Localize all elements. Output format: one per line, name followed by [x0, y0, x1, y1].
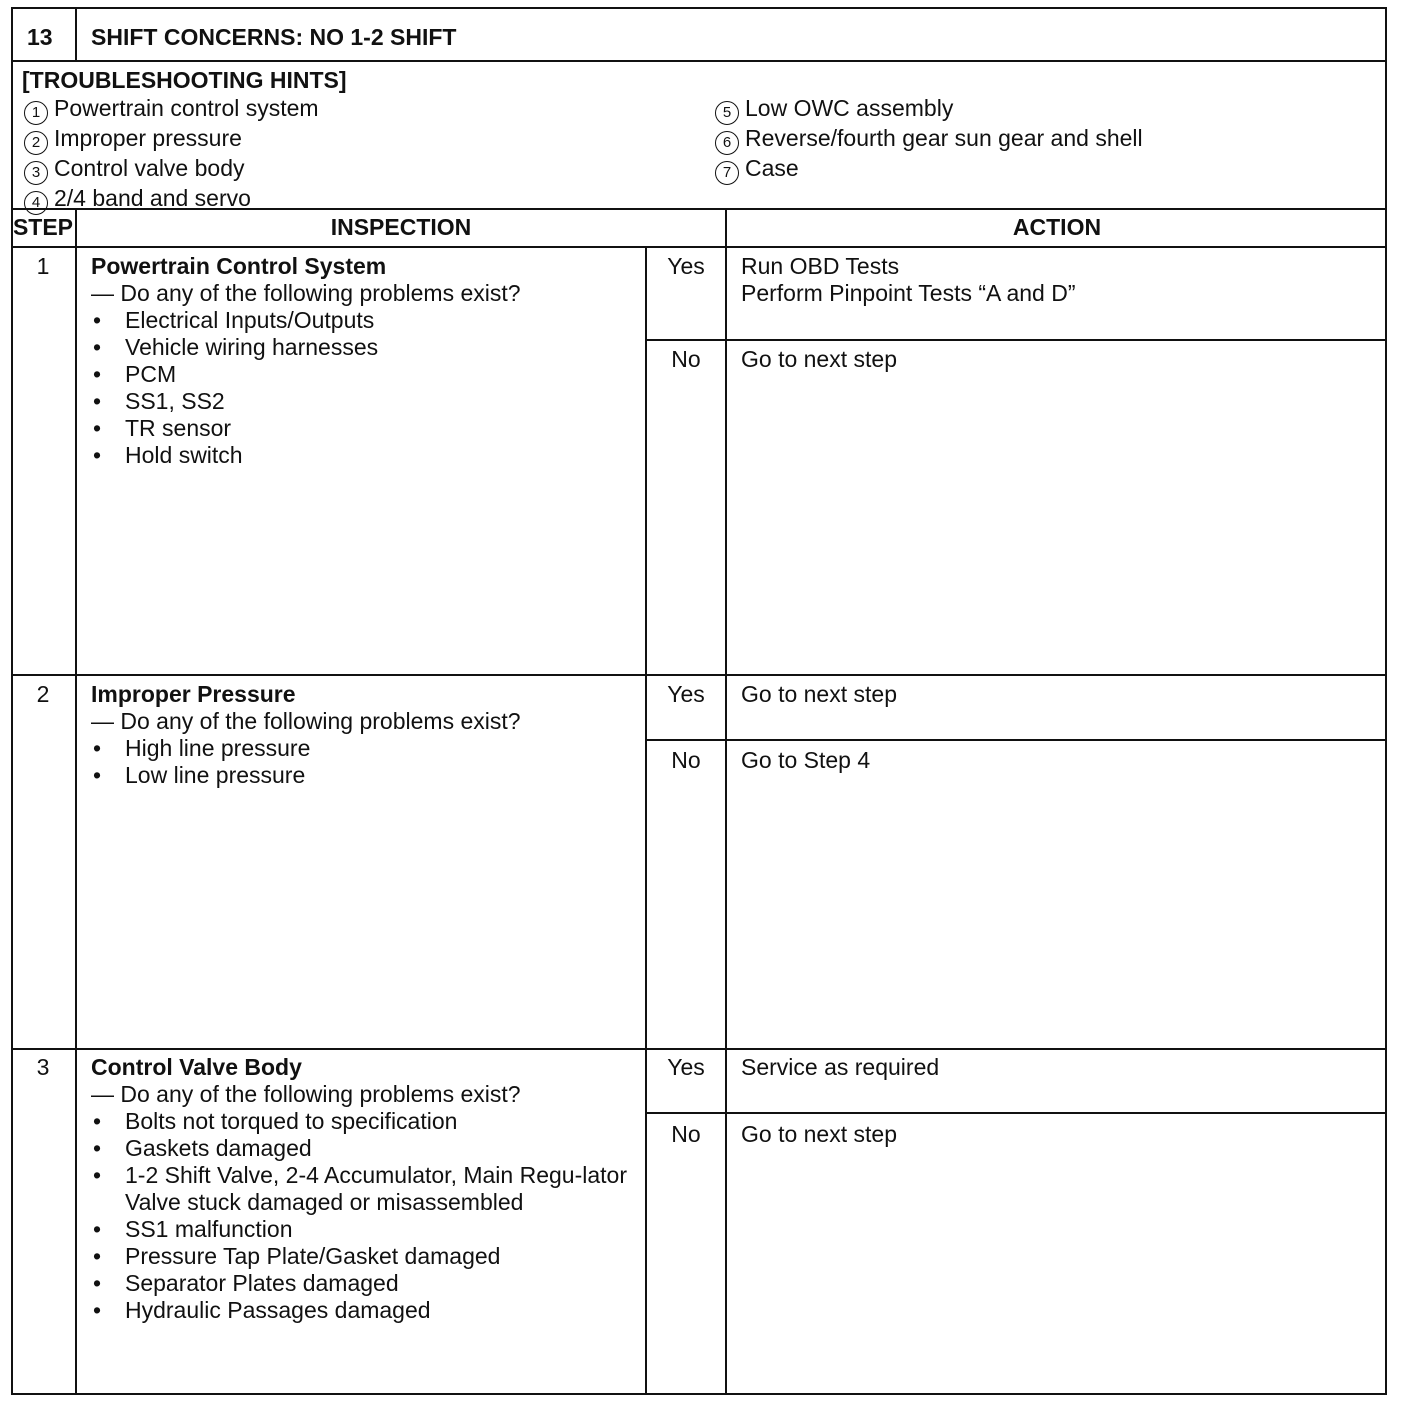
rule-colhead-bottom — [11, 246, 1387, 248]
circled-number: 3 — [24, 161, 48, 185]
yes-action-line: Perform Pinpoint Tests “A and D” — [741, 280, 1076, 306]
no-label: No — [671, 747, 701, 773]
rule-action-col — [725, 209, 727, 1395]
step-problem-list — [91, 735, 310, 789]
list-item: • TR sensor — [91, 415, 378, 442]
yes-label: Yes — [667, 1054, 705, 1080]
yes-label: Yes — [667, 681, 705, 707]
step-title: Powertrain Control System — [91, 253, 387, 279]
hint-item: 7 Case — [715, 155, 1143, 185]
column-header-inspection: INSPECTION — [330, 214, 472, 240]
list-item: • Gaskets damaged — [91, 1135, 635, 1162]
rule-number-col — [75, 7, 77, 61]
list-item: • PCM — [91, 361, 378, 388]
yes-label: Yes — [667, 253, 705, 279]
no-action-line: Go to next step — [741, 346, 897, 372]
rule-header-bottom — [11, 60, 1387, 62]
column-header-step: STEP — [12, 214, 74, 240]
hint-item: 3 Control valve body — [24, 155, 319, 185]
circled-number: 5 — [715, 101, 739, 125]
column-header-action: ACTION — [1012, 214, 1102, 240]
list-item: • Separator Plates damaged — [91, 1270, 635, 1297]
list-item: • Low line pressure — [91, 762, 310, 789]
rule-step-col — [75, 209, 77, 1395]
yes-action-line: Run OBD Tests — [741, 253, 900, 279]
list-item: • Pressure Tap Plate/Gasket damaged — [91, 1243, 635, 1270]
list-item: • Electrical Inputs/Outputs — [91, 307, 378, 334]
rule-yesno-col — [645, 247, 647, 1395]
section-number: 13 — [27, 24, 53, 50]
hint-item: 2 Improper pressure — [24, 125, 319, 155]
step-number: 2 — [36, 681, 50, 707]
hints-right-list — [715, 95, 1143, 185]
hint-item: 1 Powertrain control system — [24, 95, 319, 125]
hint-item: 6 Reverse/fourth gear sun gear and shell — [715, 125, 1143, 155]
list-item: • Hold switch — [91, 442, 378, 469]
list-item: • SS1 malfunction — [91, 1216, 635, 1243]
step-question: — Do any of the following problems exist? — [91, 708, 521, 734]
step-question: — Do any of the following problems exist? — [91, 280, 521, 306]
step-title: Control Valve Body — [91, 1054, 302, 1080]
step-problem-list — [91, 307, 378, 469]
rule-step3-yesno — [645, 1112, 1387, 1114]
circled-number: 6 — [715, 131, 739, 155]
rule-step1-bottom — [11, 674, 1387, 676]
circled-number: 2 — [24, 131, 48, 155]
yes-action-line: Service as required — [741, 1054, 940, 1080]
rule-step1-yesno — [645, 339, 1387, 341]
list-item: • SS1, SS2 — [91, 388, 378, 415]
hints-heading: [TROUBLESHOOTING HINTS] — [22, 67, 347, 93]
no-label: No — [671, 346, 701, 372]
step-number: 1 — [36, 253, 50, 279]
step-title: Improper Pressure — [91, 681, 296, 707]
section-title: SHIFT CONCERNS: NO 1-2 SHIFT — [91, 24, 457, 50]
no-action-line: Go to Step 4 — [741, 747, 871, 773]
list-item: • Vehicle wiring harnesses — [91, 334, 378, 361]
yes-action-line: Go to next step — [741, 681, 897, 707]
rule-step2-yesno — [645, 739, 1387, 741]
step-question: — Do any of the following problems exist? — [91, 1081, 521, 1107]
list-item: • Hydraulic Passages damaged — [91, 1297, 635, 1324]
circled-number: 1 — [24, 101, 48, 125]
circled-number: 4 — [24, 191, 48, 215]
hints-left-list — [24, 95, 319, 215]
list-item: • 1-2 Shift Valve, 2-4 Accumulator, Main Regu-lator Valve stuck damaged or misassembled — [91, 1162, 635, 1216]
no-label: No — [671, 1121, 701, 1147]
step-number: 3 — [36, 1054, 50, 1080]
rule-step2-bottom — [11, 1048, 1387, 1050]
list-item: • High line pressure — [91, 735, 310, 762]
list-item: • Bolts not torqued to specification — [91, 1108, 635, 1135]
circled-number: 7 — [715, 161, 739, 185]
hint-item: 5 Low OWC assembly — [715, 95, 1143, 125]
hint-item: 4 2/4 band and servo — [24, 185, 319, 215]
no-action-line: Go to next step — [741, 1121, 897, 1147]
step-problem-list — [91, 1108, 635, 1324]
